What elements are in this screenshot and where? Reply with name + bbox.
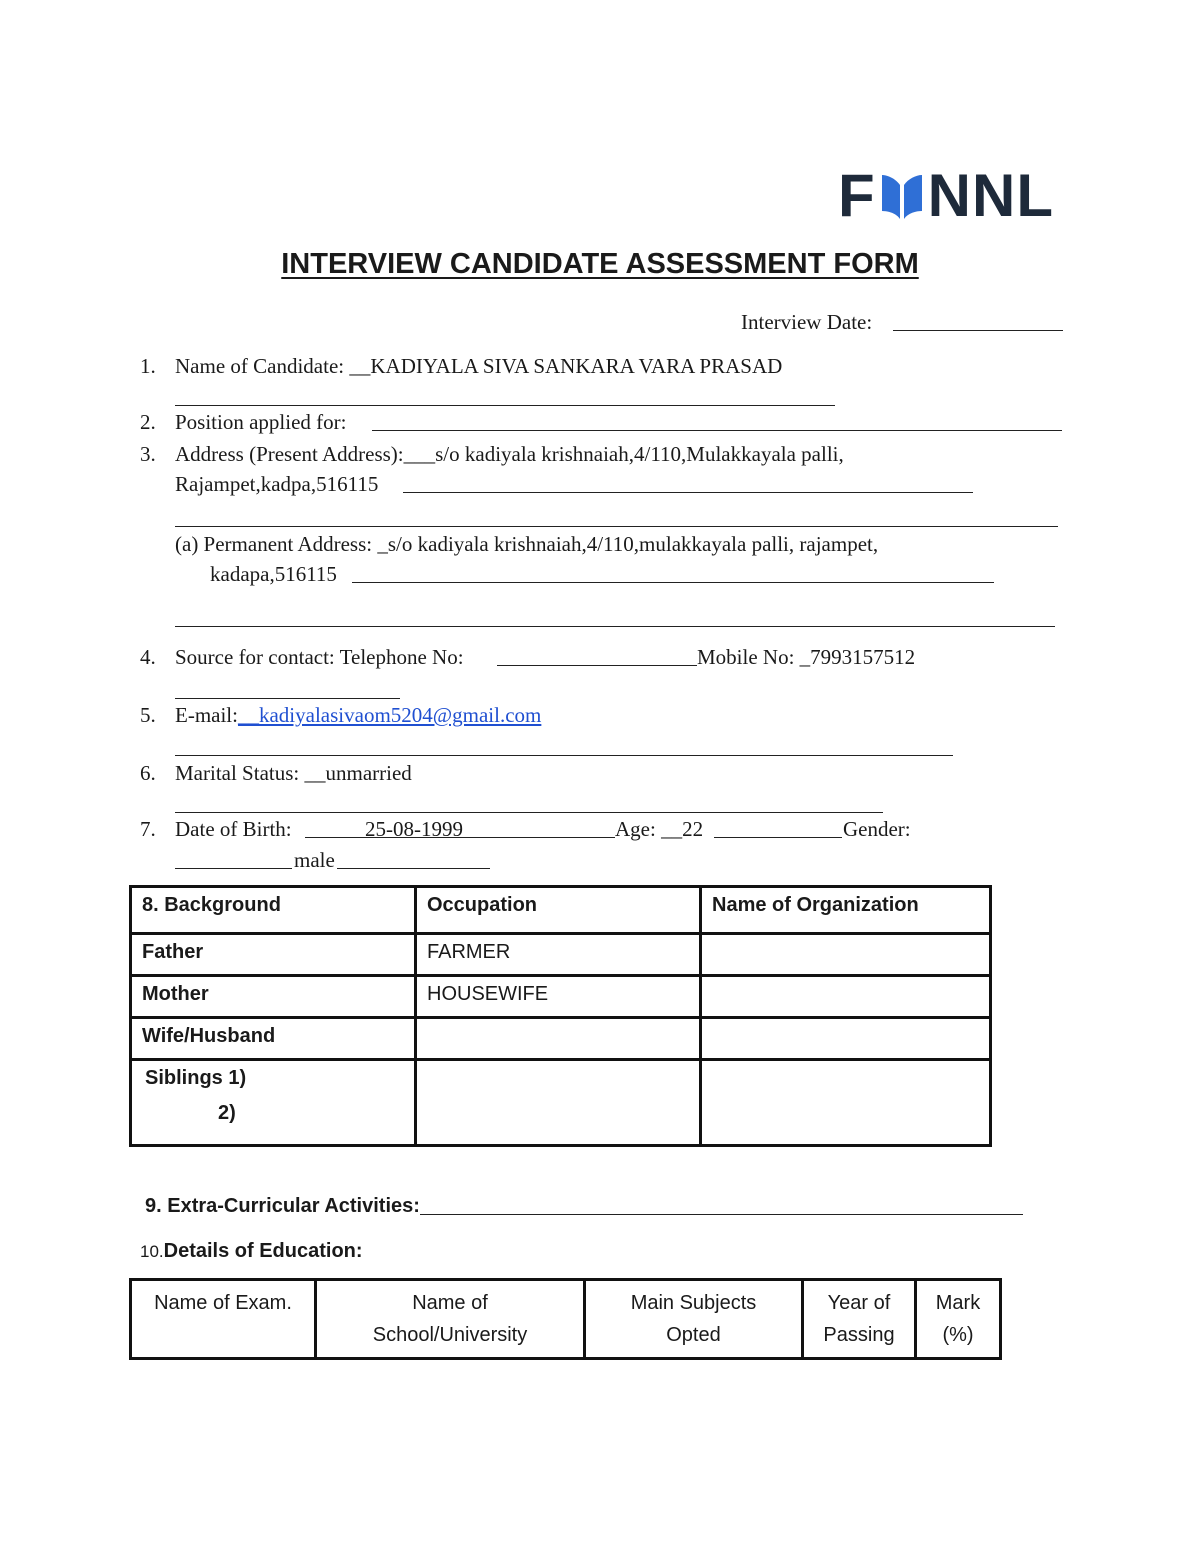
permanent-address-line1: (a) Permanent Address: _s/o kadiyala krishnaiah,4/110,mulakkayala palli, rajampet, — [175, 532, 879, 556]
table-cell[interactable]: FARMER — [416, 934, 701, 976]
logo-text-left: F — [838, 162, 876, 229]
item-number: 1. — [140, 354, 156, 378]
present-address-fill[interactable] — [403, 492, 973, 493]
funnl-logo — [838, 162, 1054, 229]
table-cell: Mother — [131, 976, 416, 1018]
table-header — [803, 1280, 916, 1359]
position-label: Position applied for: — [175, 410, 347, 434]
mobile-number: Mobile No: _7993157512 — [697, 645, 916, 669]
header-text: Passing — [823, 1324, 895, 1346]
permanent-address-line2: kadapa,516115 — [210, 562, 337, 586]
item-number: 4. — [140, 645, 156, 669]
telephone-label: Source for contact: Telephone No: — [175, 645, 464, 669]
header-text: Main Subjects — [630, 1292, 757, 1314]
telephone-field[interactable] — [497, 665, 697, 666]
marital-status: Marital Status: __unmarried — [175, 761, 412, 785]
table-cell[interactable] — [701, 976, 991, 1018]
gender-value: male — [294, 848, 335, 872]
extra-curricular-field[interactable] — [420, 1214, 1023, 1215]
dob-label: Date of Birth: — [175, 817, 292, 841]
education-table — [129, 1278, 1002, 1360]
table-cell: Father — [131, 934, 416, 976]
table-header: Occupation — [416, 887, 701, 934]
table-header-row — [131, 1280, 1001, 1359]
logo-text-right: NNL — [927, 162, 1054, 229]
header-text: Name of — [412, 1292, 488, 1314]
item-number: 3. — [140, 442, 156, 466]
permanent-address-fill[interactable] — [352, 582, 994, 583]
table-cell: Wife/Husband — [131, 1018, 416, 1060]
item-number: 6. — [140, 761, 156, 785]
table-header — [316, 1280, 585, 1359]
candidate-name-line[interactable] — [175, 405, 835, 406]
table-row — [131, 934, 991, 976]
education-heading — [140, 1240, 363, 1263]
table-cell[interactable] — [701, 934, 991, 976]
table-header — [916, 1280, 1001, 1359]
item-number: 5. — [140, 703, 156, 727]
email-label — [175, 703, 541, 728]
siblings-cell — [131, 1060, 416, 1146]
email-label-text: E-mail: — [175, 703, 238, 727]
gender-label: Gender: — [843, 817, 911, 841]
table-cell[interactable] — [416, 1060, 701, 1146]
table-cell[interactable] — [701, 1060, 991, 1146]
permanent-address-line[interactable] — [175, 626, 1055, 627]
header-text: Opted — [666, 1324, 721, 1346]
mobile-extra-line[interactable] — [175, 698, 400, 699]
education-number: 10. — [140, 1242, 164, 1261]
background-table — [129, 885, 992, 1147]
header-text: Name of Exam. — [154, 1292, 292, 1314]
age-field[interactable] — [714, 837, 842, 838]
education-label: Details of Education: — [163, 1240, 363, 1262]
table-cell[interactable] — [701, 1018, 991, 1060]
present-address-line2: Rajampet,kadpa,516115 — [175, 472, 379, 496]
table-row — [131, 1060, 991, 1146]
marital-line[interactable] — [175, 812, 883, 813]
siblings-2-label: 2) — [218, 1102, 236, 1124]
item-number: 2. — [140, 410, 156, 434]
book-mark-icon — [878, 171, 926, 221]
interview-date-label: Interview Date: — [741, 310, 873, 334]
header-text: School/University — [372, 1324, 528, 1346]
table-cell[interactable] — [416, 1018, 701, 1060]
item-number: 7. — [140, 817, 156, 841]
header-text: Mark — [935, 1292, 981, 1314]
table-cell[interactable]: HOUSEWIFE — [416, 976, 701, 1018]
table-header: Name of Organization — [701, 887, 991, 934]
email-line[interactable] — [175, 755, 953, 756]
table-row — [131, 1018, 991, 1060]
position-field[interactable] — [372, 430, 1062, 431]
candidate-name: Name of Candidate: __KADIYALA SIVA SANKARA VARA PRASAD — [175, 354, 783, 378]
table-header-row — [131, 887, 991, 934]
header-text: (%) — [942, 1324, 974, 1346]
header-text: Year of — [827, 1292, 891, 1314]
present-address-line[interactable] — [175, 526, 1058, 527]
age-value: Age: __22 — [615, 817, 704, 841]
interview-date-field[interactable] — [893, 330, 1063, 331]
table-header: 8. Background — [131, 887, 416, 934]
email-link[interactable]: __kadiyalasivaom5204@gmail.com — [237, 703, 542, 727]
table-row — [131, 976, 991, 1018]
siblings-1-label: Siblings 1) — [145, 1067, 247, 1089]
table-header — [585, 1280, 803, 1359]
form-title: INTERVIEW CANDIDATE ASSESSMENT FORM — [281, 248, 919, 280]
table-header — [131, 1280, 316, 1359]
dob-value: 25-08-1999 — [365, 817, 463, 841]
present-address-line1: Address (Present Address):___s/o kadiyala krishnaiah,4/110,Mulakkayala palli, — [175, 442, 844, 466]
extra-curricular-label: 9. Extra-Curricular Activities: — [145, 1195, 420, 1217]
